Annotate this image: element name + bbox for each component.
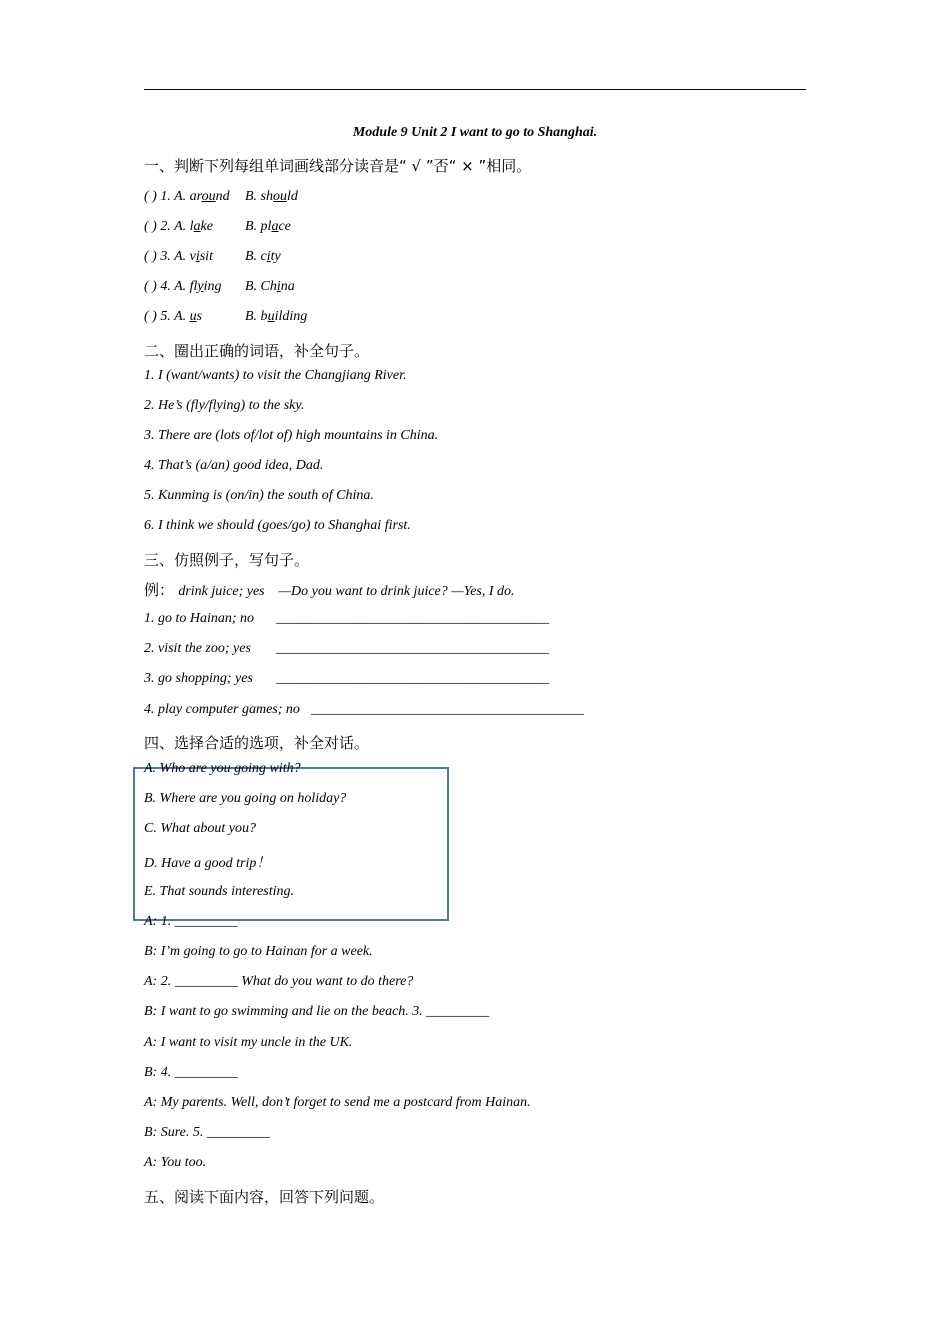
dialogue-line: A: 2. _________ What do you want to do there? bbox=[144, 974, 414, 989]
section1-item: ( ) 3. A. visit B. city bbox=[144, 249, 281, 264]
section1-item: ( ) 1. A. around B. should bbox=[144, 189, 298, 204]
page-title: Module 9 Unit 2 I want to go to Shanghai. bbox=[352, 125, 598, 140]
section1-heading: 一、判断下列每组单词画线部分读音是“ √ ”否“ × ”相同。 bbox=[144, 157, 532, 175]
section1-item: ( ) 5. A. us B. building bbox=[144, 309, 308, 324]
dialogue-line: A: My parents. Well, don’t forget to send me a postcard from Hainan. bbox=[144, 1095, 531, 1110]
section2-item: 5. Kunming is (on/in) the south of China. bbox=[144, 488, 374, 503]
section2-item: 2. He’s (fly/flying) to the sky. bbox=[144, 398, 305, 413]
dialogue-line: A: You too. bbox=[144, 1155, 207, 1170]
answer-blank[interactable]: _______________________________________ bbox=[276, 611, 549, 626]
example-label: 例： bbox=[144, 581, 175, 599]
section2-item: 6. I think we should (goes/go) to Shanghai first. bbox=[144, 518, 411, 533]
answer-blank[interactable]: _______________________________________ bbox=[276, 641, 549, 656]
dialogue-line: B: I’m going to go to Hainan for a week. bbox=[144, 944, 373, 959]
option-item: D. Have a good trip！ bbox=[144, 856, 271, 871]
section3-item: 1. go to Hainan; no _______________________________________ bbox=[144, 611, 549, 626]
section2-item: 1. I (want/wants) to visit the Changjiang River. bbox=[144, 368, 407, 383]
section2-item: 4. That’s (a/an) good idea, Dad. bbox=[144, 458, 324, 473]
option-item: C. What about you? bbox=[144, 821, 256, 836]
option-item: B. Where are you going on holiday? bbox=[144, 791, 347, 806]
dialogue-line: B: 4. _________ bbox=[144, 1065, 238, 1080]
section1-item: ( ) 2. A. lake B. place bbox=[144, 219, 291, 234]
dialogue-line: A: 1. _________ bbox=[144, 914, 238, 929]
section3-item: 2. visit the zoo; yes _______________________________________ bbox=[144, 641, 549, 656]
answer-blank[interactable]: _______________________________________ bbox=[311, 702, 584, 717]
dialogue-line: B: Sure. 5. _________ bbox=[144, 1125, 270, 1140]
section1-item: ( ) 4. A. flying B. China bbox=[144, 279, 295, 294]
header-rule bbox=[144, 89, 806, 90]
section3-item: 3. go shopping; yes _______________________________________ bbox=[144, 671, 549, 686]
section5-heading: 五、阅读下面内容，回答下列问题。 bbox=[144, 1188, 385, 1206]
section2-item: 3. There are (lots of/lot of) high mountains in China. bbox=[144, 428, 439, 443]
option-item: E. That sounds interesting. bbox=[144, 884, 294, 899]
section3-item: 4. play computer games; no _______________________________________ bbox=[144, 702, 584, 717]
option-item: A. Who are you going with? bbox=[144, 761, 301, 776]
section2-heading: 二、圈出正确的词语，补全句子。 bbox=[144, 342, 370, 360]
section4-heading: 四、选择合适的选项，补全对话。 bbox=[144, 734, 370, 752]
section3-heading: 三、仿照例子，写句子。 bbox=[144, 551, 310, 569]
section3-example bbox=[144, 579, 515, 600]
answer-blank[interactable]: _______________________________________ bbox=[276, 671, 549, 686]
dialogue-line: B: I want to go swimming and lie on the beach. 3. _________ bbox=[144, 1004, 490, 1019]
example-text: drink juice; yes —Do you want to drink juice? —Yes, I do. bbox=[178, 584, 515, 599]
dialogue-line: A: I want to visit my uncle in the UK. bbox=[144, 1035, 353, 1050]
